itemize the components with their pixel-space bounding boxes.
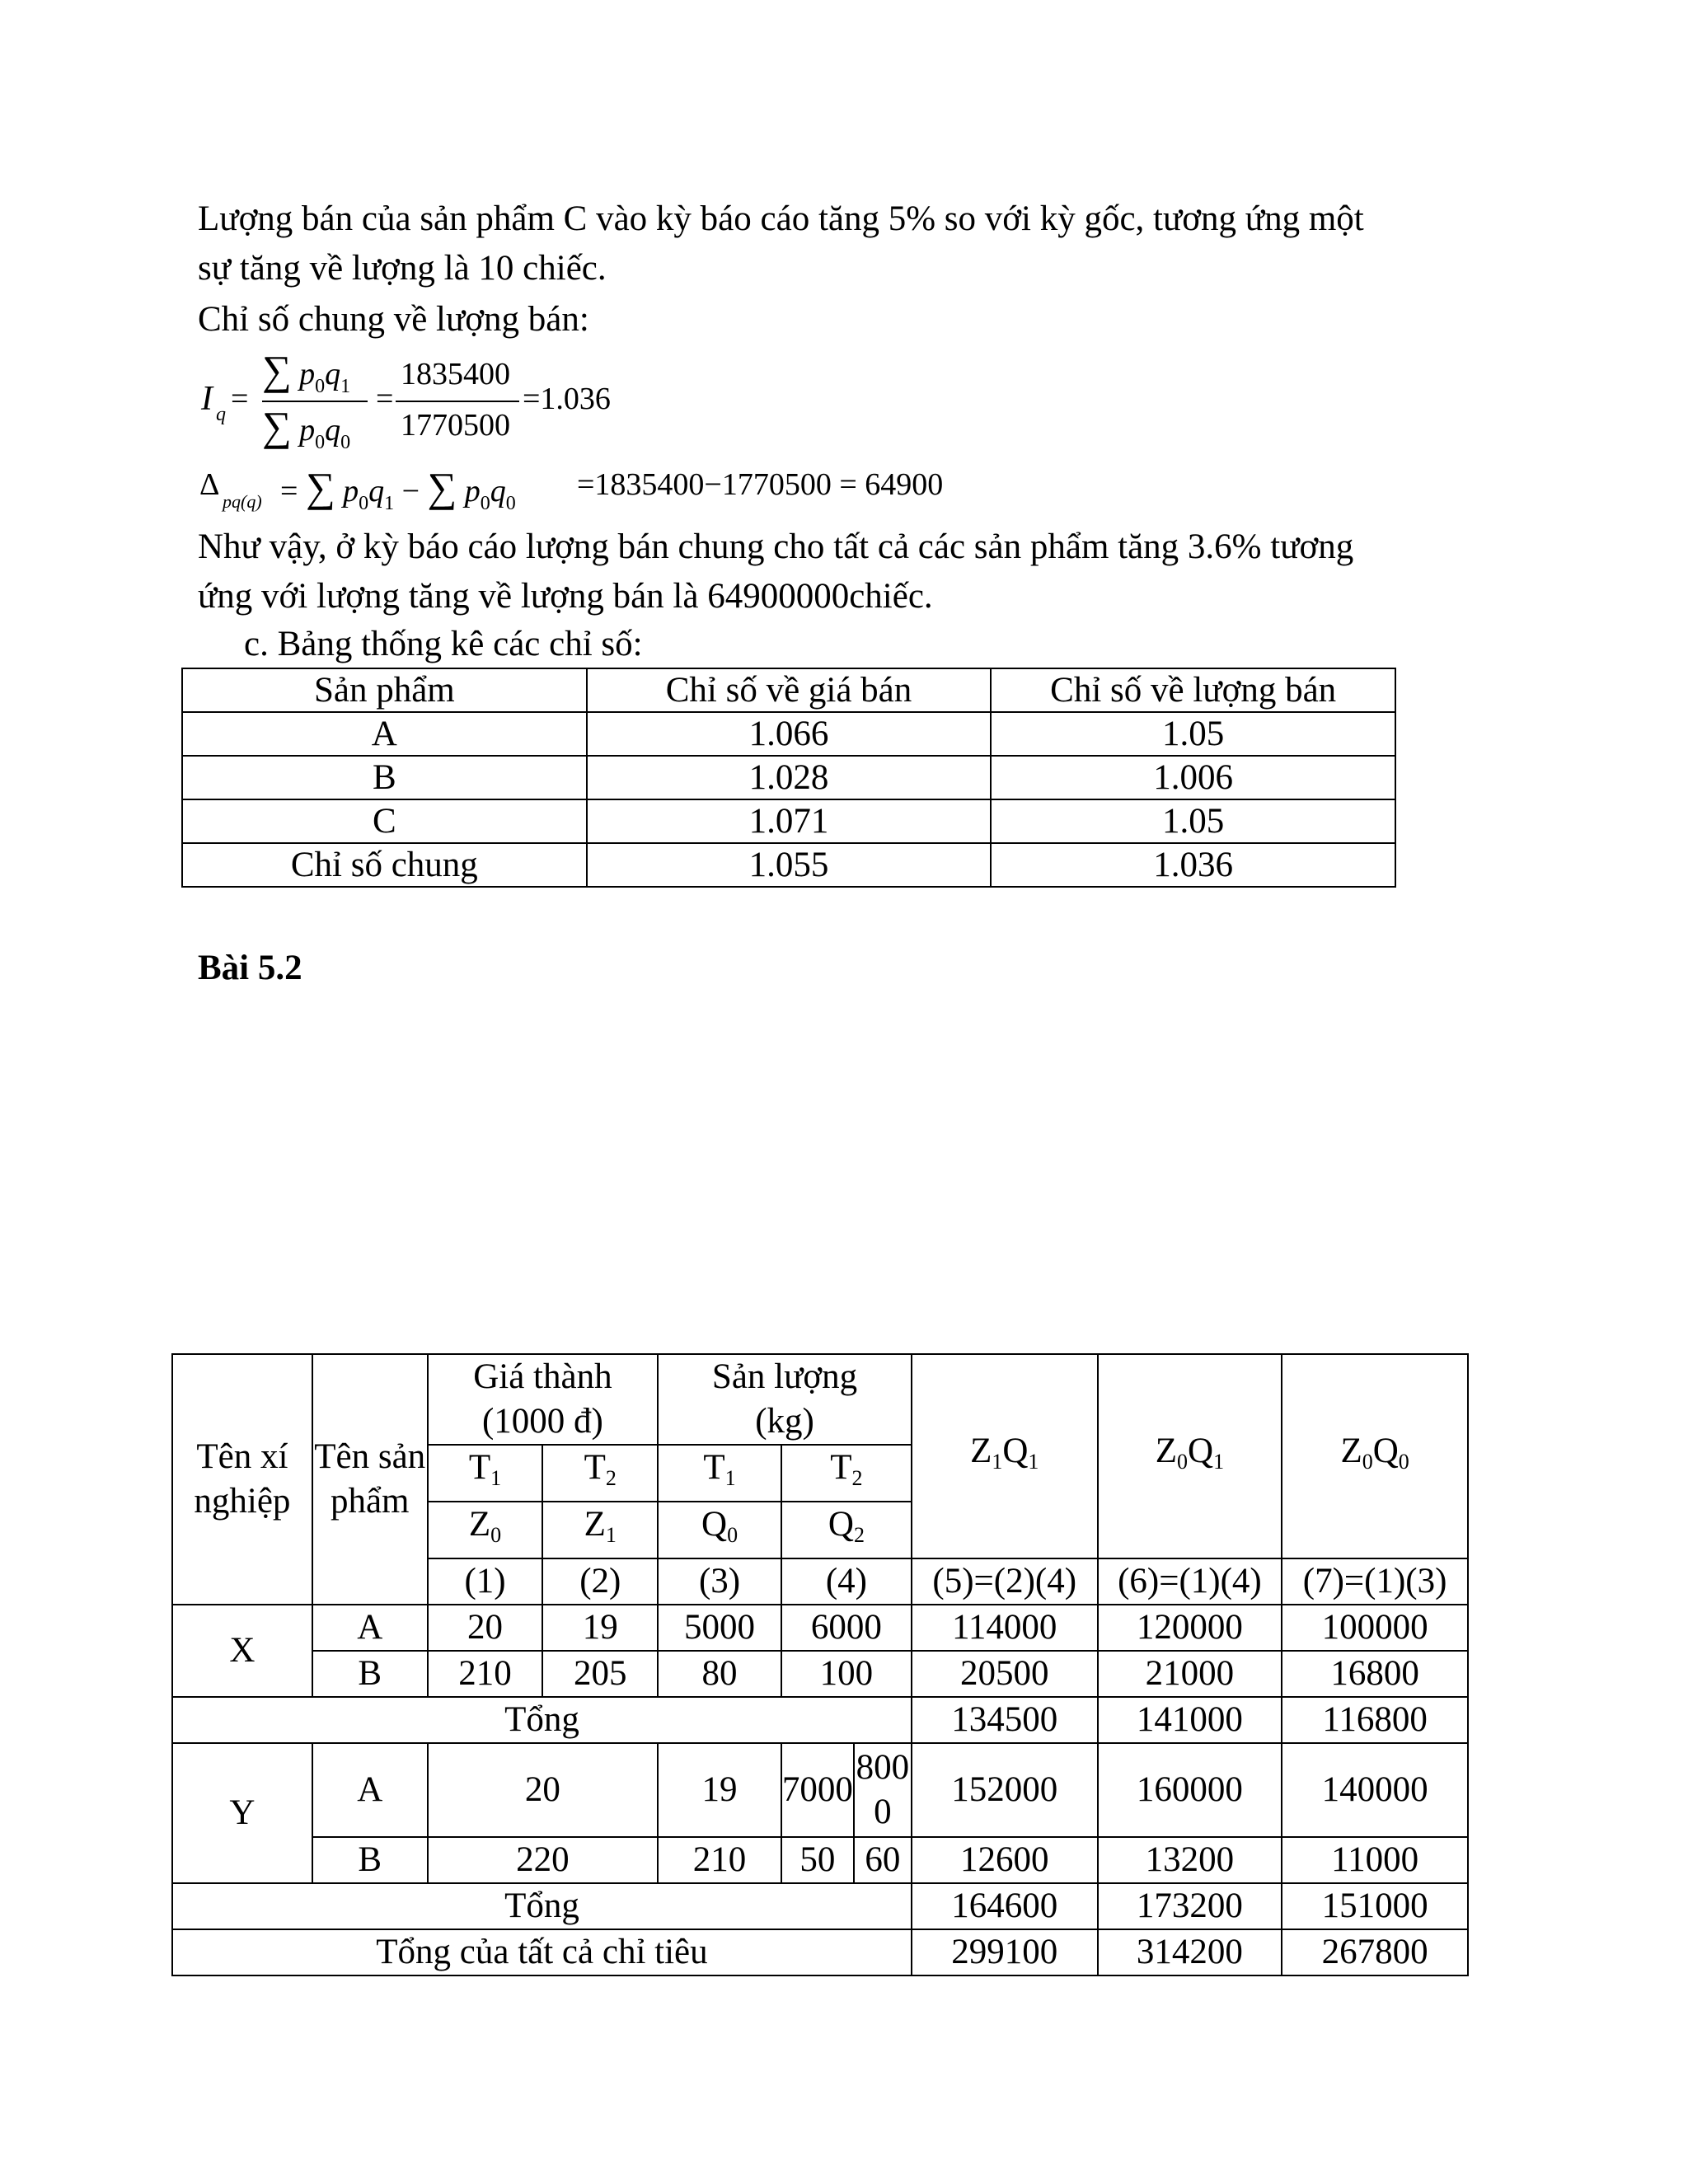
table-cell: 100 bbox=[781, 1651, 912, 1697]
cost-output-table bbox=[171, 1353, 1469, 1976]
table-cell: 20500 bbox=[912, 1651, 1098, 1697]
table-total-row bbox=[172, 1883, 1468, 1929]
table-header-cell: Chỉ số về lượng bán bbox=[991, 668, 1395, 712]
table-cell: C bbox=[182, 799, 587, 843]
header-product-name: Tên sản phẩm bbox=[312, 1354, 428, 1605]
table-cell: A bbox=[312, 1743, 428, 1837]
paragraph-line: ứng với lượng tăng về lượng bán là 64900000chiếc. bbox=[198, 577, 933, 616]
table-cell: Chỉ số chung bbox=[182, 843, 587, 887]
paragraph-line: Lượng bán của sản phẩm C vào kỳ báo cáo tăng 5% so với kỳ gốc, tương ứng một bbox=[198, 199, 1364, 238]
column-number: (1) bbox=[428, 1558, 543, 1605]
table-grand-total-row bbox=[172, 1929, 1468, 1975]
table-cell: 205 bbox=[542, 1651, 658, 1697]
table-cell: 1.05 bbox=[991, 799, 1395, 843]
table-cell: 267800 bbox=[1282, 1929, 1468, 1975]
section-heading: Bài 5.2 bbox=[198, 949, 302, 987]
header-t2: T2 bbox=[542, 1445, 658, 1502]
total-label: Tổng bbox=[172, 1697, 912, 1743]
table-cell: 1.071 bbox=[587, 799, 992, 843]
table-cell: B bbox=[312, 1837, 428, 1883]
column-number: (4) bbox=[781, 1558, 912, 1605]
table-cell: 80 bbox=[658, 1651, 781, 1697]
paragraph-line: Như vậy, ở kỳ báo cáo lượng bán chung cho tất cả các sản phẩm tăng 3.6% tương bbox=[198, 527, 1354, 566]
table-row bbox=[182, 799, 1395, 843]
table-cell: 210 bbox=[658, 1837, 781, 1883]
list-item-c: c. Bảng thống kê các chỉ số: bbox=[244, 625, 643, 663]
table-cell: 1.036 bbox=[991, 843, 1395, 887]
header-z0: Z0 bbox=[428, 1502, 543, 1558]
header-q2: Q2 bbox=[781, 1502, 912, 1558]
table-row bbox=[172, 1605, 1468, 1651]
column-number: (3) bbox=[658, 1558, 781, 1605]
table-cell: 160000 bbox=[1098, 1743, 1282, 1837]
column-number: (6)=(1)(4) bbox=[1098, 1558, 1282, 1605]
header-z0q0: Z0Q0 bbox=[1282, 1354, 1468, 1558]
table-cell: 120000 bbox=[1098, 1605, 1282, 1651]
table-cell: 116800 bbox=[1282, 1697, 1468, 1743]
table-cell: 1.05 bbox=[991, 712, 1395, 756]
table-cell: 140000 bbox=[1282, 1743, 1468, 1837]
header-t1: T1 bbox=[428, 1445, 543, 1502]
table-cell: 800 0 bbox=[854, 1743, 912, 1837]
total-label: Tổng bbox=[172, 1883, 912, 1929]
table-cell: 1.028 bbox=[587, 756, 992, 799]
table-total-row bbox=[172, 1697, 1468, 1743]
header-z1q1: Z1Q1 bbox=[912, 1354, 1098, 1558]
table-cell: 114000 bbox=[912, 1605, 1098, 1651]
column-number: (2) bbox=[542, 1558, 658, 1605]
table-cell: 16800 bbox=[1282, 1651, 1468, 1697]
table-cell: 20 bbox=[428, 1743, 659, 1837]
table-cell: 299100 bbox=[912, 1929, 1098, 1975]
table-cell: A bbox=[312, 1605, 428, 1651]
header-t1: T1 bbox=[658, 1445, 781, 1502]
paragraph-line: Chỉ số chung về lượng bán: bbox=[198, 300, 589, 339]
table-cell: 5000 bbox=[658, 1605, 781, 1651]
table-cell: 141000 bbox=[1098, 1697, 1282, 1743]
table-cell: 20 bbox=[428, 1605, 543, 1651]
grand-total-label: Tổng của tất cả chỉ tiêu bbox=[172, 1929, 912, 1975]
column-number: (7)=(1)(3) bbox=[1282, 1558, 1468, 1605]
table-cell: 21000 bbox=[1098, 1651, 1282, 1697]
table-row bbox=[182, 712, 1395, 756]
table-cell: 19 bbox=[542, 1605, 658, 1651]
table-cell: B bbox=[312, 1651, 428, 1697]
table-cell: A bbox=[182, 712, 587, 756]
table-cell: 6000 bbox=[781, 1605, 912, 1651]
table-row bbox=[182, 756, 1395, 799]
table-cell: 134500 bbox=[912, 1697, 1098, 1743]
header-company-name: Tên xí nghiệp bbox=[172, 1354, 312, 1605]
table-cell: 1.006 bbox=[991, 756, 1395, 799]
table-row bbox=[172, 1651, 1468, 1697]
table-cell: 314200 bbox=[1098, 1929, 1282, 1975]
column-number: (5)=(2)(4) bbox=[912, 1558, 1098, 1605]
table-cell: 50 bbox=[781, 1837, 854, 1883]
table-cell: 152000 bbox=[912, 1743, 1098, 1837]
table-row bbox=[172, 1743, 1468, 1837]
table-row bbox=[172, 1837, 1468, 1883]
table-cell: B bbox=[182, 756, 587, 799]
header-q0: Q0 bbox=[658, 1502, 781, 1558]
table-cell: 210 bbox=[428, 1651, 543, 1697]
table-cell: 19 bbox=[658, 1743, 781, 1837]
company-label: Y bbox=[172, 1743, 312, 1883]
table-header-cell: Chỉ số về giá bán bbox=[587, 668, 992, 712]
table-cell: 12600 bbox=[912, 1837, 1098, 1883]
table-cell: 164600 bbox=[912, 1883, 1098, 1929]
table-header-cell: Sản phẩm bbox=[182, 668, 587, 712]
table-cell: 1.066 bbox=[587, 712, 992, 756]
company-label: X bbox=[172, 1605, 312, 1697]
header-z1: Z1 bbox=[542, 1502, 658, 1558]
table-cell: 7000 bbox=[781, 1743, 854, 1837]
table-cell: 13200 bbox=[1098, 1837, 1282, 1883]
table-cell: 11000 bbox=[1282, 1837, 1468, 1883]
index-summary-table bbox=[181, 668, 1396, 888]
header-price: Giá thành (1000 đ) bbox=[428, 1354, 659, 1445]
table-cell: 220 bbox=[428, 1837, 659, 1883]
paragraph-line: sự tăng về lượng là 10 chiếc. bbox=[198, 249, 607, 288]
table-header-row bbox=[182, 668, 1395, 712]
table-row bbox=[182, 843, 1395, 887]
table-cell: 1.055 bbox=[587, 843, 992, 887]
table-cell: 100000 bbox=[1282, 1605, 1468, 1651]
table-cell: 151000 bbox=[1282, 1883, 1468, 1929]
header-output: Sản lượng (kg) bbox=[658, 1354, 912, 1445]
header-z0q1: Z0Q1 bbox=[1098, 1354, 1282, 1558]
table-cell: 173200 bbox=[1098, 1883, 1282, 1929]
table-cell: 60 bbox=[854, 1837, 912, 1883]
header-t2: T2 bbox=[781, 1445, 912, 1502]
